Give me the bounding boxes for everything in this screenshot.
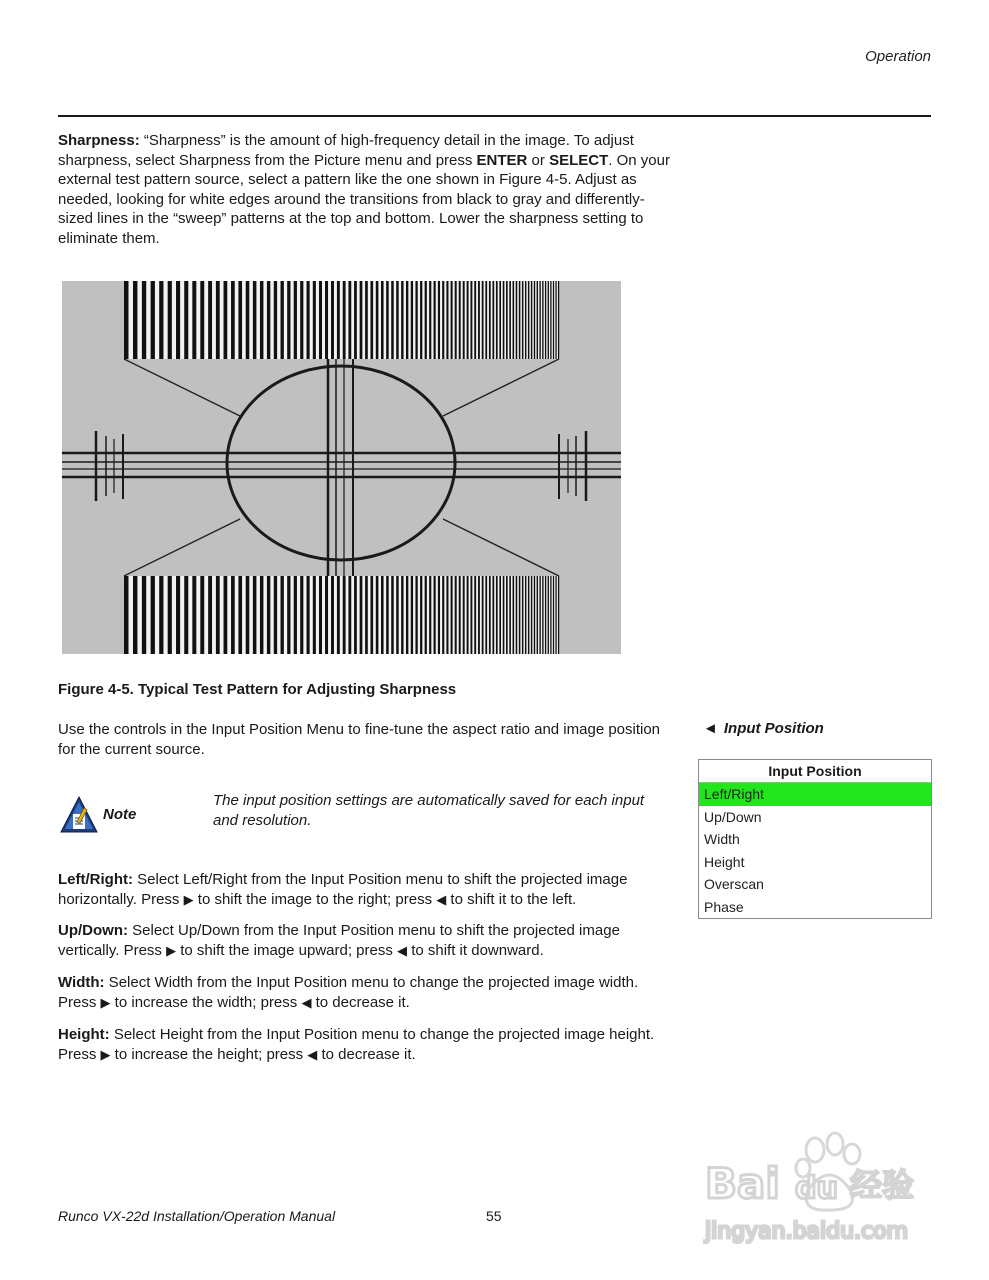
sweep-line bbox=[313, 281, 316, 359]
sweep-line bbox=[509, 281, 511, 359]
sweep-line bbox=[208, 281, 212, 359]
sweep-line bbox=[238, 576, 242, 654]
sweep-line bbox=[159, 576, 163, 654]
sweep-line bbox=[159, 281, 163, 359]
right-triangle-icon: ▶ bbox=[183, 891, 194, 907]
sweep-line bbox=[496, 576, 498, 654]
sweep-line bbox=[425, 281, 427, 359]
sweep-line bbox=[415, 576, 417, 654]
sweep-line bbox=[489, 281, 491, 359]
sweep-line bbox=[548, 281, 549, 359]
sweep-line bbox=[246, 576, 250, 654]
left-triangle-icon: ◀ bbox=[301, 994, 312, 1010]
sharpness-term: Sharpness: bbox=[58, 132, 140, 149]
sweep-line bbox=[224, 576, 228, 654]
sweep-line bbox=[555, 576, 556, 654]
sweep-line bbox=[550, 576, 551, 654]
sweep-line bbox=[124, 281, 129, 359]
sharpness-text-1: “Sharpness” is the amount of high-frequency detail in the image. To adjust sharpness, select Sharpness from the Picture menu and press bbox=[58, 132, 634, 169]
sweep-line bbox=[516, 281, 518, 359]
sweep-line bbox=[260, 281, 263, 359]
sweep-line bbox=[184, 281, 188, 359]
menu-item-up-down[interactable]: Up/Down bbox=[704, 808, 762, 825]
sweep-line bbox=[482, 576, 484, 654]
input-position-heading bbox=[703, 720, 824, 737]
sweep-line bbox=[267, 281, 270, 359]
sweep-line bbox=[224, 281, 228, 359]
sweep-line bbox=[406, 281, 408, 359]
sweep-line bbox=[499, 576, 501, 654]
sweep-line bbox=[522, 281, 524, 359]
sweep-line bbox=[420, 281, 422, 359]
sweep-line bbox=[545, 576, 546, 654]
sweep-line bbox=[470, 281, 472, 359]
sweep-line bbox=[442, 281, 444, 359]
sweep-line bbox=[434, 576, 436, 654]
sweep-line bbox=[396, 281, 398, 359]
sweep-line bbox=[537, 576, 538, 654]
sweep-line bbox=[425, 576, 427, 654]
sweep-line bbox=[442, 576, 444, 654]
menu-title: Input Position bbox=[699, 760, 931, 783]
footer-page-number: 55 bbox=[486, 1208, 502, 1224]
sweep-line bbox=[548, 576, 549, 654]
sweep-line bbox=[525, 576, 526, 654]
sweep-line bbox=[528, 281, 529, 359]
sweep-line bbox=[319, 576, 322, 654]
sweep-line bbox=[411, 576, 413, 654]
sweep-line bbox=[553, 576, 554, 654]
right-triangle-icon: ▶ bbox=[100, 1046, 111, 1062]
svg-text:经验: 经验 bbox=[850, 1166, 915, 1204]
sweep-line bbox=[451, 576, 453, 654]
sweep-line bbox=[539, 576, 540, 654]
sweep-line bbox=[415, 281, 417, 359]
sharpness-test-pattern-figure bbox=[62, 281, 621, 654]
sweep-line bbox=[287, 576, 290, 654]
sweep-line bbox=[267, 576, 270, 654]
sweep-line bbox=[534, 281, 535, 359]
sweep-line bbox=[176, 281, 180, 359]
sweep-line bbox=[531, 281, 532, 359]
sweep-line bbox=[406, 576, 408, 654]
sweep-line bbox=[545, 281, 546, 359]
sweep-line bbox=[467, 281, 469, 359]
sweep-line bbox=[542, 281, 543, 359]
menu-item-overscan[interactable]: Overscan bbox=[704, 876, 764, 893]
sweep-line bbox=[525, 281, 526, 359]
sweep-line bbox=[492, 281, 494, 359]
left-right-term: Left/Right: bbox=[58, 871, 133, 888]
sweep-line bbox=[376, 576, 379, 654]
sweep-line bbox=[294, 576, 297, 654]
left-triangle-icon: ◀ bbox=[436, 891, 447, 907]
sweep-line bbox=[343, 576, 346, 654]
sweep-line bbox=[506, 576, 508, 654]
sweep-line bbox=[513, 576, 515, 654]
sweep-line bbox=[429, 281, 431, 359]
sweep-line bbox=[216, 281, 220, 359]
header-section-title: Operation bbox=[865, 48, 931, 65]
sweep-line bbox=[354, 576, 357, 654]
sweep-line bbox=[489, 576, 491, 654]
sweep-line bbox=[253, 281, 257, 359]
sweep-line bbox=[401, 576, 403, 654]
sweep-line bbox=[509, 576, 511, 654]
sharpness-paragraph bbox=[58, 131, 678, 248]
input-position-menu bbox=[698, 759, 932, 919]
sweep-line bbox=[478, 576, 480, 654]
sweep-line bbox=[168, 281, 172, 359]
or-text: or bbox=[527, 151, 550, 169]
sweep-line bbox=[386, 281, 389, 359]
sweep-line bbox=[200, 576, 204, 654]
sweep-line bbox=[478, 281, 480, 359]
sweep-line bbox=[438, 576, 440, 654]
up-down-term: Up/Down: bbox=[58, 922, 128, 939]
sweep-line bbox=[231, 281, 235, 359]
sweep-line bbox=[133, 281, 137, 359]
sweep-line bbox=[496, 281, 498, 359]
left-triangle-icon: ◀ bbox=[307, 1046, 318, 1062]
sweep-line bbox=[151, 281, 155, 359]
menu-item-width[interactable]: Width bbox=[704, 831, 740, 848]
sweep-line bbox=[370, 281, 373, 359]
height-paragraph: Height: Select Height from the Input Position menu to change the projected image height. Press ▶ to increase the height; press ◀ to decrease it. bbox=[58, 1026, 655, 1063]
sweep-line bbox=[528, 576, 529, 654]
sweep-line bbox=[325, 281, 328, 359]
note-pencil-icon bbox=[60, 796, 98, 834]
sweep-line bbox=[348, 576, 351, 654]
sweep-line bbox=[337, 576, 340, 654]
sweep-line bbox=[396, 576, 398, 654]
sweep-line bbox=[192, 576, 196, 654]
left-triangle-icon: ◀ bbox=[397, 942, 408, 958]
sweep-line bbox=[184, 576, 188, 654]
sweep-line bbox=[446, 576, 448, 654]
menu-item-phase[interactable]: Phase bbox=[704, 898, 744, 915]
sweep-line bbox=[463, 281, 465, 359]
sweep-line bbox=[142, 576, 146, 654]
sweep-line bbox=[307, 281, 310, 359]
width-term: Width: bbox=[58, 974, 105, 991]
sweep-line bbox=[474, 281, 476, 359]
input-position-heading-text: Input Position bbox=[723, 720, 824, 737]
sweep-line bbox=[429, 576, 431, 654]
sweep-line bbox=[519, 281, 521, 359]
sweep-line bbox=[238, 281, 242, 359]
note-label: Note bbox=[103, 806, 137, 823]
sweep-line bbox=[231, 576, 235, 654]
sweep-line bbox=[534, 576, 535, 654]
sweep-line bbox=[386, 576, 389, 654]
sweep-line bbox=[142, 281, 146, 359]
sweep-line bbox=[319, 281, 322, 359]
figure-caption: Figure 4-5. Typical Test Pattern for Adjusting Sharpness bbox=[58, 681, 457, 698]
svg-text:jingyan.baidu.com: jingyan.baidu.com bbox=[705, 1219, 909, 1244]
sweep-line bbox=[420, 576, 422, 654]
sweep-line bbox=[467, 576, 469, 654]
sweep-line bbox=[459, 281, 461, 359]
sweep-line bbox=[474, 576, 476, 654]
baidu-jingyan-watermark-logo bbox=[700, 1130, 940, 1250]
sweep-line bbox=[446, 281, 448, 359]
sweep-line bbox=[124, 576, 129, 654]
sweep-line bbox=[260, 576, 263, 654]
sweep-line bbox=[300, 281, 303, 359]
header-rule bbox=[58, 115, 931, 117]
sweep-line bbox=[519, 576, 521, 654]
sweep-line bbox=[463, 576, 465, 654]
sweep-line bbox=[151, 576, 155, 654]
sweep-line bbox=[331, 281, 334, 359]
sweep-line bbox=[503, 576, 505, 654]
sweep-line bbox=[281, 281, 284, 359]
sweep-line bbox=[558, 576, 559, 654]
footer-manual-title: Runco VX-22d Installation/Operation Manual bbox=[58, 1208, 336, 1224]
width-paragraph: Width: Select Width from the Input Position menu to change the projected image width. Press ▶ to increase the width; press ◀ to decrease it. bbox=[58, 974, 639, 1011]
sweep-line bbox=[331, 576, 334, 654]
sweep-line bbox=[274, 576, 277, 654]
sweep-line bbox=[294, 281, 297, 359]
sweep-line bbox=[253, 576, 257, 654]
sweep-line bbox=[411, 281, 413, 359]
sweep-line bbox=[459, 576, 461, 654]
sweep-line bbox=[287, 281, 290, 359]
sweep-line bbox=[300, 576, 303, 654]
sweep-line bbox=[381, 281, 384, 359]
sweep-line bbox=[370, 576, 373, 654]
sweep-line bbox=[200, 281, 204, 359]
sweep-line bbox=[558, 281, 559, 359]
bottom-sweep-pattern bbox=[124, 576, 559, 654]
right-triangle-icon: ▶ bbox=[100, 994, 111, 1010]
menu-item-height[interactable]: Height bbox=[704, 853, 745, 870]
sweep-line bbox=[307, 576, 310, 654]
sharpness-text-2: . On your external test pattern source, select a pattern like the one shown in Figure 4-5. Adjust as needed, looking for white edges around the transitions from black to gray and differently-sized lines in the “sweep” patterns at the top and bottom. Lower the sharpness setting to eliminate them. bbox=[58, 151, 670, 247]
sweep-line bbox=[348, 281, 351, 359]
sweep-line bbox=[506, 281, 508, 359]
sweep-line bbox=[337, 281, 340, 359]
svg-text:Bai: Bai bbox=[705, 1159, 780, 1208]
sweep-line bbox=[455, 576, 457, 654]
sweep-line bbox=[555, 281, 556, 359]
sweep-line bbox=[503, 281, 505, 359]
height-term: Height: bbox=[58, 1026, 110, 1043]
sweep-line bbox=[482, 281, 484, 359]
right-triangle-icon: ▶ bbox=[166, 942, 177, 958]
sweep-line bbox=[246, 281, 250, 359]
sweep-line bbox=[455, 281, 457, 359]
sweep-line bbox=[391, 281, 394, 359]
sweep-line bbox=[360, 576, 363, 654]
sweep-line bbox=[313, 576, 316, 654]
test-pattern-image bbox=[62, 281, 621, 654]
sweep-line bbox=[542, 576, 543, 654]
sweep-line bbox=[391, 576, 394, 654]
sweep-line bbox=[492, 576, 494, 654]
sweep-line bbox=[438, 281, 440, 359]
enter-keyword: ENTER bbox=[476, 151, 528, 169]
sweep-line bbox=[434, 281, 436, 359]
sweep-line bbox=[281, 576, 284, 654]
sweep-line bbox=[192, 281, 196, 359]
sweep-line bbox=[470, 576, 472, 654]
sweep-line bbox=[354, 281, 357, 359]
sweep-line bbox=[365, 281, 368, 359]
left-arrow-icon: ◄ bbox=[703, 720, 718, 737]
sweep-line bbox=[537, 281, 538, 359]
note-text: The input position settings are automatically saved for each input and resolution. bbox=[213, 792, 645, 829]
sweep-line bbox=[360, 281, 363, 359]
sweep-line bbox=[531, 576, 532, 654]
intro-paragraph: Use the controls in the Input Position Menu to fine-tune the aspect ratio and image position for the current source. bbox=[58, 721, 661, 758]
sweep-line bbox=[485, 576, 487, 654]
sweep-line bbox=[513, 281, 515, 359]
sweep-line bbox=[133, 576, 137, 654]
sweep-line bbox=[343, 281, 346, 359]
sweep-line bbox=[499, 281, 501, 359]
sweep-line bbox=[176, 576, 180, 654]
sweep-line bbox=[550, 281, 551, 359]
svg-text:du: du bbox=[795, 1171, 838, 1206]
up-down-paragraph: Up/Down: Select Up/Down from the Input Position menu to shift the projected image vertically. Press ▶ to shift the image upward; press ◀ to shift it downward. bbox=[58, 922, 620, 959]
sweep-line bbox=[325, 576, 328, 654]
sweep-line bbox=[381, 576, 384, 654]
sweep-line bbox=[553, 281, 554, 359]
sweep-line bbox=[376, 281, 379, 359]
sweep-line bbox=[516, 576, 518, 654]
sweep-line bbox=[401, 281, 403, 359]
sweep-line bbox=[485, 281, 487, 359]
top-sweep-pattern bbox=[124, 281, 559, 359]
sweep-line bbox=[168, 576, 172, 654]
sweep-line bbox=[365, 576, 368, 654]
sweep-line bbox=[216, 576, 220, 654]
menu-item-left-right[interactable]: Left/Right bbox=[699, 783, 931, 806]
sweep-line bbox=[522, 576, 524, 654]
select-keyword: SELECT bbox=[549, 151, 609, 169]
sweep-line bbox=[539, 281, 540, 359]
sweep-line bbox=[208, 576, 212, 654]
left-right-paragraph: Left/Right: Select Left/Right from the Input Position menu to shift the projected image horizontally. Press ▶ to shift the image to the right; press ◀ to shift it to the left. bbox=[58, 871, 628, 908]
sweep-line bbox=[451, 281, 453, 359]
sweep-line bbox=[274, 281, 277, 359]
